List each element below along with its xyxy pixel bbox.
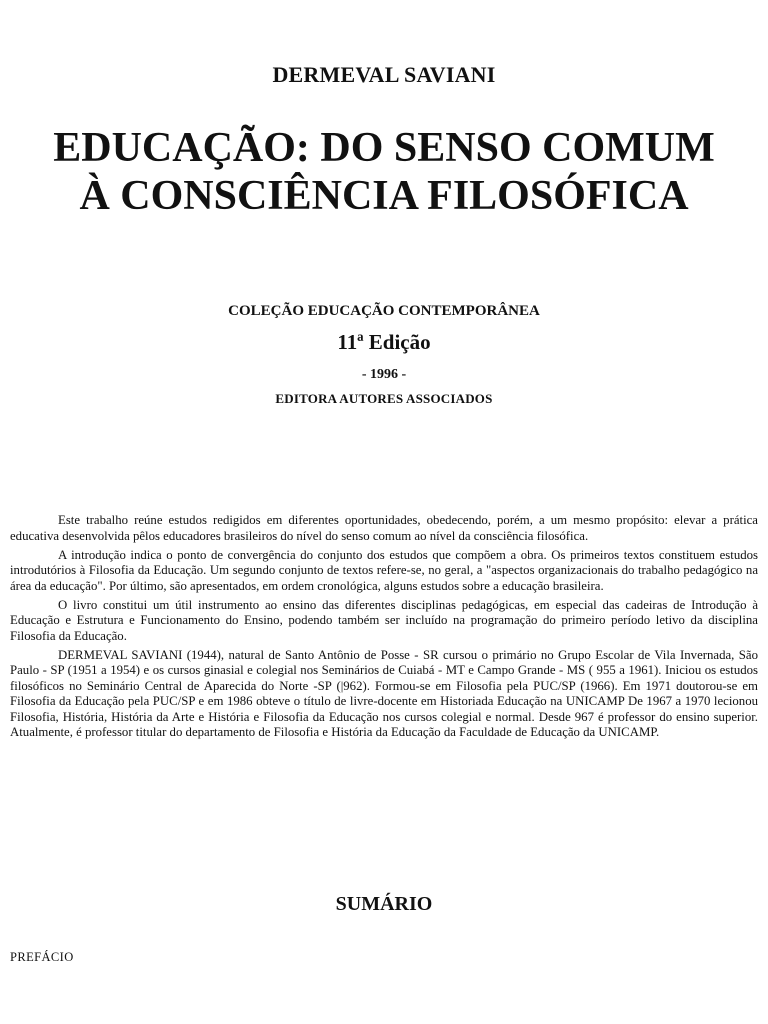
paragraph-purpose: Este trabalho reúne estudos redigidos em diferentes oportunidades, obedecendo, porém, a um mesmo propósito: elevar a prática educativa desenvolvida pêlos educadores brasileiros do nível do senso comum ao nível da consciência filosófica. [10, 513, 758, 543]
publication-year: - 1996 - [361, 367, 407, 382]
author-name: DERMEVAL SAVIANI [272, 62, 496, 87]
paragraph-usage: O livro constitui um útil instrumento ao ensino das diferentes disciplinas pedagógicas, em especial das cadeiras de Introdução à Educação e Estrutura e Funcionamento do Ensino, podendo também ser incluído na programação do primeiro período letivo da disciplina Filosofia da Educação. [10, 597, 758, 643]
paragraph-author-bio: DERMEVAL SAVIANI (1944), natural de Santo Antônio de Posse - SR cursou o primário no Grupo Escolar de Vila Invernada, São Paulo - SP (1951 a 1954) e os cursos ginasial e colegial nos Seminários de Cuiabá - MT e Campo Grande - MS ( 955 a 1961). Iniciou os estudos filosóficos no Seminário Central de Aparecida do Norte -SP (|962). Formou-se em Filosofia pela PUC/SP (1966). Em 1971 doutorou-se em Filosofia da Educação pela PUC/SP e em 1986 obteve o título de livre-docente em Historiada Educação na UNICAMP De 1967 a 1970 lecionou Filosofia, História, História da Arte e História e Filosofia da Educação nos cursos colegial e normal. Desde 967 é professor do ensino superior. Atualmente, é professor titular do departamento de Filosofia e História da Educação da Faculdade de Educação da UNICAMP. [10, 647, 758, 739]
paragraph-introduction: A introdução indica o ponto de convergência do conjunto dos estudos que compõem a obra. Os primeiros textos constituem estudos introdutórios à Filosofia da Educação. Um segundo conjunto de textos refere-se, no geral, a "aspectos organizacionais do trabalho pedagógico na área da educação". Por último, são apresentados, em ordem cronológica, alguns estudos sobre a educação brasileira. [10, 547, 758, 593]
book-title-line-2: À CONSCIÊNCIA FILOSÓFICA [79, 173, 689, 219]
book-title [0, 124, 768, 220]
publisher-name: EDITORA AUTORES ASSOCIADOS [275, 391, 493, 406]
book-title-line-1: EDUCAÇÃO: DO SENSO COMUM [53, 125, 715, 171]
summary-heading: SUMÁRIO [335, 893, 433, 915]
edition-label: 11ª Edição [337, 330, 431, 354]
book-description [10, 513, 758, 744]
collection-name: COLEÇÃO EDUCAÇÃO CONTEMPORÂNEA [228, 303, 540, 319]
preface-entry: PREFÁCIO [10, 950, 74, 964]
